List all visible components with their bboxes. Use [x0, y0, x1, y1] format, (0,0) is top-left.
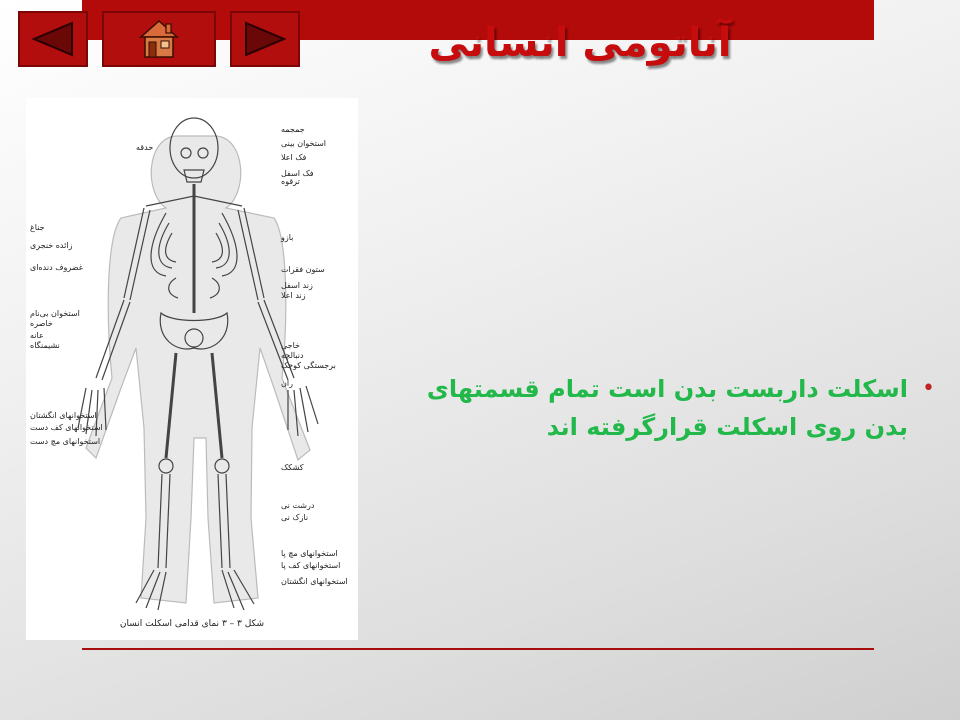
skeleton-illustration [26, 98, 358, 640]
figure-label: کشکک [281, 463, 304, 472]
home-icon [137, 17, 181, 61]
triangle-left-icon [28, 19, 78, 59]
triangle-right-icon [240, 19, 290, 59]
figure-caption: شکل ۳ – ۳ نمای قدامی اسکلت انسان [119, 619, 265, 629]
figure-label: دنبالچه [281, 351, 304, 360]
figure-label: درشت نی [281, 501, 315, 510]
figure-label: استخوانهای انگشتان [281, 577, 348, 586]
figure-label: ران [281, 379, 293, 388]
figure-label: زند اعلا [281, 291, 306, 300]
figure-label: ترقوه [281, 177, 300, 186]
bullet-dot-icon: • [922, 376, 935, 401]
figure-label: استخوان بینی [281, 139, 326, 148]
figure-label: استخوانهای کف پا [281, 561, 341, 570]
next-slide-button[interactable] [230, 11, 300, 67]
skeleton-figure [26, 98, 358, 640]
figure-label: زائده خنجری [30, 241, 73, 250]
figure-label: عانه [30, 331, 44, 340]
bullet-text: اسکلت داربست بدن است تمام قسمتهای بدن روی اسکلت قرارگرفته اند [426, 375, 909, 441]
slide-title: آناتومی انسانی [428, 20, 732, 66]
bullet-item [395, 370, 935, 446]
figure-label: غضروف دنده‌ای [30, 263, 83, 272]
figure-label: فک اسفل [281, 169, 314, 178]
figure-label: استخوانهای کف دست [30, 423, 103, 432]
figure-label: استخوانهای مچ دست [30, 437, 101, 446]
home-button[interactable] [102, 11, 216, 67]
figure-label: استخوانهای مچ پا [281, 549, 338, 558]
figure-label: نشیمنگاه [30, 341, 60, 350]
figure-label: فک اعلا [281, 153, 307, 162]
figure-label: برجستگی کوچک [281, 361, 336, 370]
figure-label: ستون فقرات [281, 265, 325, 274]
figure-label: جمجمه [281, 125, 305, 134]
figure-label: جناغ [30, 223, 45, 232]
figure-label: زند اسفل [281, 281, 313, 290]
figure-label: بازو [281, 233, 294, 242]
figure-label: استخوان بی‌نام [30, 309, 80, 318]
figure-label: نازک نی [281, 513, 309, 522]
figure-label: خاجی [281, 341, 300, 350]
bottom-divider [82, 648, 874, 650]
figure-label: استخوانهای انگشتان [30, 411, 97, 420]
figure-label: حدقه [136, 143, 154, 152]
prev-slide-button[interactable] [18, 11, 88, 67]
figure-label: خاصره [30, 319, 53, 328]
